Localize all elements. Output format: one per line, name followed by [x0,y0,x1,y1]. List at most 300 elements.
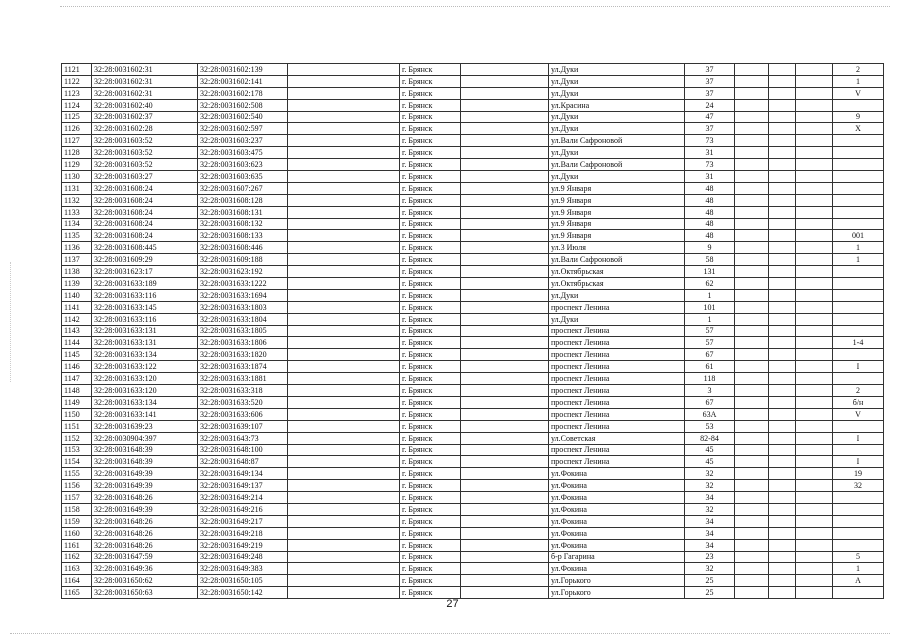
cell-blank-col-d [769,289,796,301]
table-row [62,99,884,111]
cell-blank-col-c [735,301,769,313]
cell-row-number: 1162 [62,551,92,563]
cell-source-cadastral-number: 32:28:0031602:31 [92,64,198,76]
cell-blank-col-e [796,87,833,99]
cell-blank-col-a [288,587,400,599]
cell-blank-col-d [769,349,796,361]
cell-blank-col-e [796,337,833,349]
table-row [62,349,884,361]
cell-city: г. Брянск [400,575,461,587]
cell-blank-col-b [461,266,549,278]
cell-house-number: 1 [685,289,735,301]
cell-blank-col-e [796,396,833,408]
cell-row-number: 1123 [62,87,92,99]
cell-blank-col-a [288,456,400,468]
cell-row-number: 1164 [62,575,92,587]
cell-house-number: 34 [685,527,735,539]
cell-cadastral-number: 32:28:0031633:1804 [198,313,288,325]
cell-street: ул.Октябрьская [549,278,685,290]
cell-blank-col-e [796,313,833,325]
cell-blank-col-a [288,99,400,111]
cell-city: г. Брянск [400,408,461,420]
cell-blank-col-a [288,575,400,587]
cell-blank-col-e [796,527,833,539]
cell-row-number: 1133 [62,206,92,218]
cell-blank-col-b [461,64,549,76]
cell-house-number: 23 [685,551,735,563]
cell-cadastral-number: 32:28:0031603:635 [198,171,288,183]
cell-blank-col-c [735,563,769,575]
cell-source-cadastral-number: 32:28:0031602:31 [92,75,198,87]
cell-blank-col-a [288,206,400,218]
cell-cadastral-number: 32:28:0031648:100 [198,444,288,456]
cell-street: ул.Дуки [549,87,685,99]
cell-blank-col-a [288,563,400,575]
table-row [62,64,884,76]
cell-blank-col-e [796,325,833,337]
cell-city: г. Брянск [400,194,461,206]
cell-blank-col-d [769,373,796,385]
cell-blank-col-c [735,313,769,325]
cell-blank-col-e [796,492,833,504]
cell-row-number: 1158 [62,503,92,515]
cell-room-number: 9 [833,111,884,123]
cell-house-number: 37 [685,64,735,76]
cell-cadastral-number: 32:28:0031649:134 [198,468,288,480]
cell-blank-col-e [796,587,833,599]
cell-house-number: 37 [685,75,735,87]
cell-city: г. Брянск [400,420,461,432]
cell-cadastral-number: 32:28:0031608:133 [198,230,288,242]
cell-source-cadastral-number: 32:28:0031608:24 [92,182,198,194]
cell-cadastral-number: 32:28:0031603:237 [198,135,288,147]
cell-cadastral-number: 32:28:0031649:218 [198,527,288,539]
cell-street: ул.Фокина [549,539,685,551]
cell-row-number: 1125 [62,111,92,123]
cell-blank-col-c [735,325,769,337]
cell-house-number: 48 [685,182,735,194]
cell-cadastral-number: 32:28:0031623:192 [198,266,288,278]
cell-blank-col-c [735,551,769,563]
table-row [62,551,884,563]
cell-room-number [833,503,884,515]
cell-city: г. Брянск [400,468,461,480]
cell-house-number: 45 [685,456,735,468]
cell-city: г. Брянск [400,361,461,373]
cell-source-cadastral-number: 32:28:0031633:120 [92,385,198,397]
cell-house-number: 101 [685,301,735,313]
cell-street: ул.Дуки [549,75,685,87]
cell-city: г. Брянск [400,563,461,575]
table-row [62,135,884,147]
cell-blank-col-b [461,171,549,183]
cell-blank-col-d [769,147,796,159]
cell-row-number: 1148 [62,385,92,397]
page-number: 27 [446,598,459,610]
cell-blank-col-e [796,111,833,123]
cell-source-cadastral-number: 32:28:0031633:131 [92,337,198,349]
table-row [62,396,884,408]
cell-blank-col-a [288,87,400,99]
cell-city: г. Брянск [400,492,461,504]
cell-cadastral-number: 32:28:0031633:318 [198,385,288,397]
cell-blank-col-a [288,313,400,325]
cell-room-number [833,349,884,361]
cell-blank-col-d [769,539,796,551]
cell-blank-col-c [735,111,769,123]
cell-blank-col-e [796,503,833,515]
cell-room-number [833,159,884,171]
cell-source-cadastral-number: 32:28:0031633:141 [92,408,198,420]
cell-blank-col-e [796,254,833,266]
table-row [62,242,884,254]
cell-blank-col-e [796,230,833,242]
cell-blank-col-d [769,480,796,492]
cell-blank-col-c [735,159,769,171]
cell-street: проспект Ленина [549,361,685,373]
cell-blank-col-d [769,444,796,456]
cell-room-number: 32 [833,480,884,492]
cell-blank-col-c [735,587,769,599]
cell-blank-col-c [735,373,769,385]
cell-blank-col-c [735,87,769,99]
cell-house-number: 67 [685,349,735,361]
table-row [62,171,884,183]
cell-city: г. Брянск [400,242,461,254]
cell-blank-col-a [288,171,400,183]
cell-blank-col-e [796,123,833,135]
cell-street: ул.Октябрьская [549,266,685,278]
cell-blank-col-b [461,194,549,206]
cell-street: проспект Ленина [549,349,685,361]
cell-blank-col-e [796,242,833,254]
cell-source-cadastral-number: 32:28:0031603:52 [92,147,198,159]
cell-room-number [833,135,884,147]
cell-blank-col-c [735,337,769,349]
cell-cadastral-number: 32:28:0031633:1803 [198,301,288,313]
cell-row-number: 1165 [62,587,92,599]
cell-blank-col-c [735,515,769,527]
table-row [62,563,884,575]
cell-blank-col-c [735,75,769,87]
cell-blank-col-a [288,194,400,206]
cell-city: г. Брянск [400,373,461,385]
register-table-body [62,64,884,599]
cell-cadastral-number: 32:28:0031608:131 [198,206,288,218]
cell-source-cadastral-number: 32:28:0031609:29 [92,254,198,266]
table-row [62,444,884,456]
cell-cadastral-number: 32:28:0031608:128 [198,194,288,206]
scan-artifact-top [60,6,890,10]
cell-blank-col-b [461,254,549,266]
table-row [62,408,884,420]
cell-blank-col-e [796,480,833,492]
cell-source-cadastral-number: 32:28:0031603:52 [92,159,198,171]
cell-row-number: 1155 [62,468,92,480]
cell-room-number [833,444,884,456]
cell-row-number: 1135 [62,230,92,242]
cell-blank-col-b [461,468,549,480]
cell-row-number: 1160 [62,527,92,539]
cell-blank-col-e [796,194,833,206]
cell-street: ул.Дуки [549,64,685,76]
cell-row-number: 1154 [62,456,92,468]
cell-street: ул.Дуки [549,111,685,123]
cell-room-number [833,373,884,385]
cell-street: проспект Ленина [549,396,685,408]
cell-street: ул.Фокина [549,468,685,480]
cell-city: г. Брянск [400,313,461,325]
cell-blank-col-d [769,337,796,349]
cell-blank-col-b [461,289,549,301]
cell-room-number [833,147,884,159]
cell-city: г. Брянск [400,325,461,337]
cell-cadastral-number: 32:28:0031602:597 [198,123,288,135]
cell-blank-col-e [796,159,833,171]
cell-cadastral-number: 32:28:0031602:141 [198,75,288,87]
cell-house-number: 62 [685,278,735,290]
table-row [62,182,884,194]
cell-blank-col-a [288,444,400,456]
table-row [62,230,884,242]
cell-house-number: 45 [685,444,735,456]
cell-blank-col-b [461,456,549,468]
cell-room-number: 2 [833,64,884,76]
cell-blank-col-a [288,337,400,349]
cell-row-number: 1149 [62,396,92,408]
cell-blank-col-c [735,182,769,194]
cell-blank-col-d [769,361,796,373]
cell-row-number: 1161 [62,539,92,551]
cell-room-number: I [833,456,884,468]
cell-street: ул.Вали Сафроновой [549,254,685,266]
cell-row-number: 1122 [62,75,92,87]
cell-blank-col-a [288,64,400,76]
cell-source-cadastral-number: 32:28:0031633:116 [92,313,198,325]
cell-blank-col-d [769,551,796,563]
cell-city: г. Брянск [400,182,461,194]
cell-city: г. Брянск [400,159,461,171]
cell-blank-col-b [461,206,549,218]
cell-house-number: 48 [685,206,735,218]
cell-blank-col-e [796,420,833,432]
table-row [62,515,884,527]
cell-blank-col-b [461,492,549,504]
cell-street: ул.Вали Сафроновой [549,159,685,171]
cell-blank-col-e [796,266,833,278]
cell-city: г. Брянск [400,75,461,87]
cell-blank-col-d [769,515,796,527]
cell-room-number: 1 [833,242,884,254]
cell-cadastral-number: 32:28:0031649:214 [198,492,288,504]
cell-city: г. Брянск [400,171,461,183]
cell-house-number: 37 [685,87,735,99]
table-row [62,111,884,123]
cell-city: г. Брянск [400,123,461,135]
cell-blank-col-c [735,468,769,480]
cell-street: ул.Советская [549,432,685,444]
cell-blank-col-d [769,87,796,99]
cell-row-number: 1124 [62,99,92,111]
cell-source-cadastral-number: 32:28:0031633:134 [92,396,198,408]
cell-blank-col-c [735,420,769,432]
cell-source-cadastral-number: 32:28:0031608:24 [92,194,198,206]
cell-cadastral-number: 32:28:0031650:142 [198,587,288,599]
cell-cadastral-number: 32:28:0031602:139 [198,64,288,76]
cell-street: проспект Ленина [549,337,685,349]
cell-blank-col-c [735,194,769,206]
cell-blank-col-e [796,551,833,563]
cell-blank-col-d [769,563,796,575]
cell-street: ул.Дуки [549,289,685,301]
cell-blank-col-c [735,64,769,76]
cell-blank-col-e [796,278,833,290]
cell-blank-col-c [735,99,769,111]
cell-city: г. Брянск [400,444,461,456]
cell-blank-col-b [461,325,549,337]
cell-blank-col-c [735,444,769,456]
cell-blank-col-d [769,266,796,278]
cell-house-number: 47 [685,111,735,123]
cell-cadastral-number: 32:28:0031649:383 [198,563,288,575]
cell-room-number: 1-4 [833,337,884,349]
cell-blank-col-a [288,539,400,551]
cell-blank-col-b [461,123,549,135]
cell-row-number: 1144 [62,337,92,349]
cell-blank-col-a [288,266,400,278]
table-row [62,361,884,373]
cell-blank-col-e [796,468,833,480]
cell-blank-col-b [461,218,549,230]
cell-blank-col-c [735,218,769,230]
cell-cadastral-number: 32:28:0031602:508 [198,99,288,111]
cell-city: г. Брянск [400,289,461,301]
cell-room-number: 19 [833,468,884,480]
cell-street: ул.Фокина [549,503,685,515]
cell-blank-col-a [288,301,400,313]
cell-row-number: 1127 [62,135,92,147]
cell-room-number [833,313,884,325]
cell-room-number [833,492,884,504]
cell-street: ул.Фокина [549,492,685,504]
cell-blank-col-d [769,123,796,135]
cell-source-cadastral-number: 32:28:0031648:26 [92,492,198,504]
cell-blank-col-c [735,289,769,301]
cell-blank-col-e [796,99,833,111]
table-row [62,123,884,135]
cell-street: ул.Дуки [549,171,685,183]
cell-city: г. Брянск [400,147,461,159]
cell-blank-col-b [461,99,549,111]
cell-blank-col-d [769,218,796,230]
table-row [62,468,884,480]
cell-source-cadastral-number: 32:28:0031639:23 [92,420,198,432]
cell-blank-col-a [288,111,400,123]
cell-blank-col-a [288,361,400,373]
cell-city: г. Брянск [400,87,461,99]
cell-blank-col-c [735,385,769,397]
cell-house-number: 37 [685,123,735,135]
cell-blank-col-e [796,171,833,183]
cell-row-number: 1134 [62,218,92,230]
table-row [62,218,884,230]
cell-blank-col-e [796,456,833,468]
cell-blank-col-c [735,349,769,361]
cell-room-number: 1 [833,563,884,575]
cell-city: г. Брянск [400,527,461,539]
cell-cadastral-number: 32:28:0031608:132 [198,218,288,230]
cell-blank-col-b [461,563,549,575]
cell-room-number: V [833,87,884,99]
cell-room-number [833,325,884,337]
cell-blank-col-b [461,420,549,432]
cell-row-number: 1163 [62,563,92,575]
cell-row-number: 1129 [62,159,92,171]
cell-room-number [833,194,884,206]
cell-house-number: 48 [685,218,735,230]
cell-city: г. Брянск [400,99,461,111]
cell-blank-col-e [796,349,833,361]
cell-row-number: 1143 [62,325,92,337]
cell-blank-col-d [769,325,796,337]
cell-blank-col-a [288,254,400,266]
cell-source-cadastral-number: 32:28:0031608:24 [92,206,198,218]
cell-room-number [833,218,884,230]
cell-house-number: 48 [685,194,735,206]
cell-source-cadastral-number: 32:28:0031608:24 [92,230,198,242]
cell-city: г. Брянск [400,539,461,551]
cell-blank-col-b [461,480,549,492]
table-row [62,456,884,468]
cell-source-cadastral-number: 32:28:0031648:26 [92,515,198,527]
cell-house-number: 58 [685,254,735,266]
cell-street: проспект Ленина [549,325,685,337]
cell-source-cadastral-number: 32:28:0031650:63 [92,587,198,599]
cell-blank-col-e [796,539,833,551]
cell-blank-col-d [769,503,796,515]
cell-blank-col-c [735,539,769,551]
cell-city: г. Брянск [400,218,461,230]
cell-room-number [833,171,884,183]
cell-source-cadastral-number: 32:28:0031603:52 [92,135,198,147]
table-row [62,575,884,587]
cell-room-number [833,278,884,290]
cell-blank-col-d [769,385,796,397]
cell-cadastral-number: 32:28:0031633:1874 [198,361,288,373]
cell-room-number [833,266,884,278]
cell-source-cadastral-number: 32:28:0031649:39 [92,503,198,515]
cell-house-number: 31 [685,147,735,159]
cell-row-number: 1137 [62,254,92,266]
cell-blank-col-d [769,313,796,325]
cell-blank-col-e [796,408,833,420]
cell-row-number: 1146 [62,361,92,373]
cell-house-number: 34 [685,539,735,551]
table-row [62,75,884,87]
cell-cadastral-number: 32:28:0031633:1805 [198,325,288,337]
table-row [62,420,884,432]
cell-room-number: V [833,408,884,420]
table-row [62,147,884,159]
cell-cadastral-number: 32:28:0031633:1881 [198,373,288,385]
cell-blank-col-b [461,230,549,242]
cell-cadastral-number: 32:28:0031633:1806 [198,337,288,349]
cell-blank-col-d [769,301,796,313]
table-row [62,527,884,539]
cell-source-cadastral-number: 32:28:0031648:26 [92,539,198,551]
register-table [61,63,884,599]
cell-blank-col-a [288,230,400,242]
